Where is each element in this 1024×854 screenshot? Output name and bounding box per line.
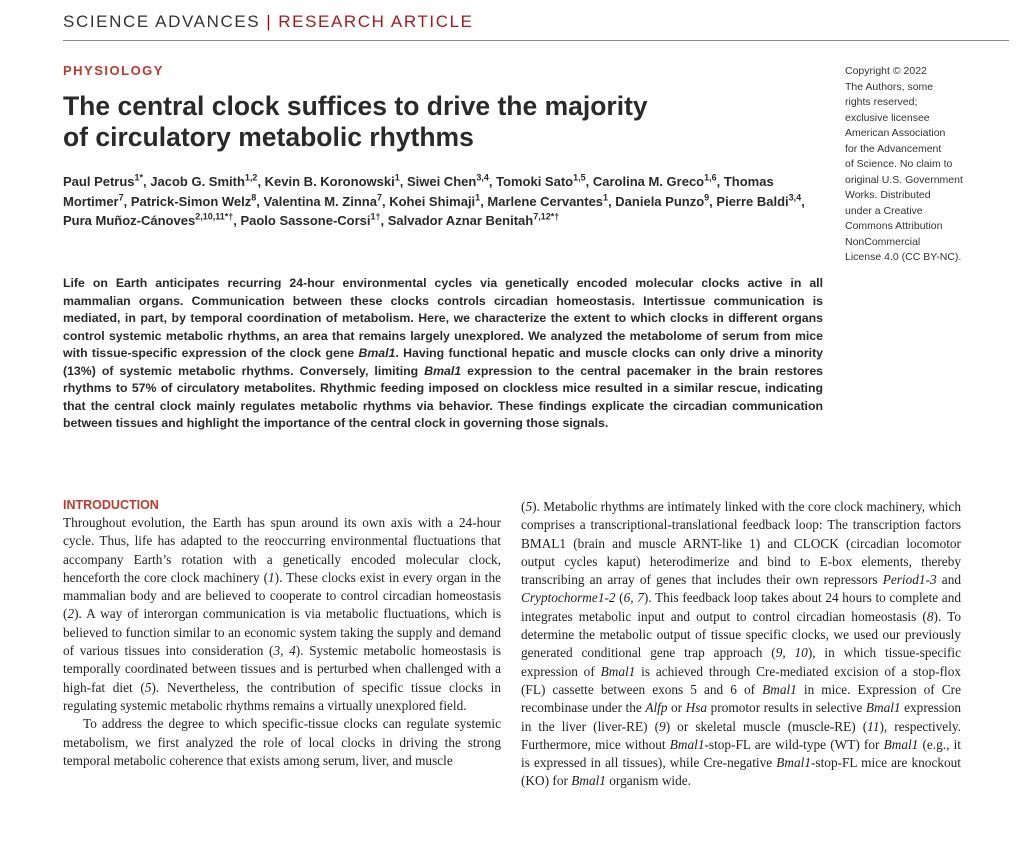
author-name: Thomas Mortimer bbox=[63, 174, 774, 209]
author-name: Salvador Aznar Benitah bbox=[387, 213, 534, 228]
italic-text: 2 bbox=[67, 606, 75, 622]
intro-p2-left bbox=[63, 716, 501, 768]
copyright-line: License 4.0 (CC BY-NC). bbox=[845, 251, 962, 263]
paragraph-text: ). These clocks exist in every organ in the mammalian body and are believed to cooperate to control circadian homeostasis ( bbox=[63, 569, 501, 622]
paragraph-text: ). A way of interorgan communication is via metabolic fluctuations, which is believed to function similar to an economic system taking the supply and demand of various tissues into consideration ( bbox=[63, 606, 501, 659]
paragraph bbox=[521, 498, 961, 791]
italic-text: 1 bbox=[268, 569, 275, 585]
author-name: Paolo Sassone-Corsi bbox=[240, 213, 371, 228]
copyright-line: exclusive licensee bbox=[845, 111, 930, 124]
abstract bbox=[63, 275, 823, 433]
title-line: The central clock suffices to drive the majority bbox=[63, 91, 648, 121]
paragraph-text: ( bbox=[615, 590, 624, 606]
italic-text: Bmal1 bbox=[762, 681, 797, 697]
paragraph-text: in mice. Expression of Cre recombinase under the bbox=[521, 681, 961, 716]
author-separator: , bbox=[256, 193, 264, 209]
author-separator: , bbox=[380, 213, 388, 228]
author-name: Jacob G. Smith bbox=[150, 174, 245, 189]
italic-text: Bmal1 bbox=[571, 773, 606, 789]
author-separator: , bbox=[716, 174, 724, 189]
paragraph-text: To address the degree to which specific-tissue clocks can regulate systemic metabolism, we first analyzed the role of local clocks in driving the strong temporal metabolic coherence that exists among serum, liver, and muscle bbox=[63, 716, 501, 768]
intro-p2-right bbox=[521, 499, 961, 788]
journal-header bbox=[63, 12, 474, 32]
author-name: Kohei Shimaji bbox=[389, 193, 476, 209]
copyright-notice bbox=[845, 64, 975, 266]
paragraph-text: (e.g., it is expressed in all tissues), while Cre-negative bbox=[521, 736, 961, 771]
copyright-line: Copyright © 2022 bbox=[845, 65, 927, 77]
author-name: Siwei Chen bbox=[406, 174, 477, 189]
copyright-line: under a Creative bbox=[845, 204, 923, 217]
italic-text: Period1-3 bbox=[882, 572, 937, 588]
copyright-line: NonCommercial bbox=[845, 235, 921, 248]
author-affiliation: 9 bbox=[704, 192, 710, 203]
author-affiliation: 3,4 bbox=[788, 192, 802, 203]
author-name: Kevin B. Koronowski bbox=[264, 174, 395, 189]
header-separator: | bbox=[266, 12, 273, 31]
author-name: Daniela Punzo bbox=[615, 193, 705, 209]
author-affiliation: 1 bbox=[603, 192, 609, 203]
abstract-text: . Having functional hepatic and muscle clocks can only drive a minority (13%) of systemic metabolic rhythms. Conversely, limiting bbox=[63, 346, 824, 378]
paragraph bbox=[63, 514, 501, 715]
article-type: RESEARCH ARTICLE bbox=[278, 12, 474, 31]
abstract-text: expression to the central pacemaker in the brain restores rhythms to 57% of circulatory metabolites. Rhythmic feeding imposed on clockless mice resulted in a similar rescue, indicating that the central clock mainly regulates metabolic rhythms via behavior. These findings explicate the circadian communication between tissues and highlight the importance of the central clock in governing those signals. bbox=[63, 363, 823, 430]
gene-name: Bmal1 bbox=[424, 363, 462, 378]
copyright-line: Works. Distributed bbox=[845, 189, 931, 201]
author-name: Paul Petrus bbox=[63, 174, 135, 189]
copyright-line: original U.S. Government bbox=[845, 173, 963, 186]
author-affiliation: 1 bbox=[394, 172, 400, 183]
author-separator: , bbox=[143, 174, 151, 189]
author-affiliation: 1,2 bbox=[244, 172, 258, 183]
italic-text: Bmal1 bbox=[776, 755, 811, 771]
author-separator: , bbox=[381, 193, 390, 209]
title-line: of circulatory metabolic rhythms bbox=[63, 122, 474, 152]
author-affiliation: 7,12*† bbox=[533, 211, 560, 222]
italic-text: Bmal1 bbox=[600, 663, 636, 679]
italic-text: Cryptochorme1-2 bbox=[521, 590, 616, 606]
article-title bbox=[63, 91, 763, 153]
paragraph bbox=[63, 715, 501, 770]
author-separator: , bbox=[488, 174, 497, 189]
author-affiliation: 1 bbox=[475, 192, 481, 203]
author-affiliation: 1† bbox=[370, 211, 381, 222]
paragraph-text: ( bbox=[521, 499, 526, 514]
paragraph-text: ), respectively. Furthermore, mice without bbox=[521, 718, 961, 752]
section-label: PHYSIOLOGY bbox=[63, 63, 164, 78]
author-affiliation: 1* bbox=[134, 172, 144, 183]
paragraph-text: -stop-FL are wild-type (WT) for bbox=[704, 736, 884, 752]
body-column-left bbox=[63, 498, 501, 770]
copyright-line: The Authors, some bbox=[845, 80, 934, 93]
italic-text: 11 bbox=[867, 718, 880, 734]
author-list bbox=[63, 172, 823, 231]
paragraph-text: -stop-FL mice are knockout (KO) for bbox=[521, 755, 962, 789]
italic-text: Alfp bbox=[645, 700, 668, 716]
copyright-line: Commons Attribution bbox=[845, 220, 943, 232]
copyright-line: American Association bbox=[845, 127, 946, 139]
author-affiliation: 7 bbox=[376, 192, 382, 203]
paragraph-text: Throughout evolution, the Earth has spun around its own axis with a 24-hour cycle. Thus, life has adapted to the reoccurring environmental fluctuations that accompany Earth’s rotation with a genetically encoded molecular clock, henceforth the core clock machinery ( bbox=[63, 515, 501, 585]
body-column-right bbox=[521, 498, 961, 791]
copyright-line: rights reserved; bbox=[845, 96, 918, 108]
italic-text: 8 bbox=[926, 608, 934, 624]
paragraph-text: ), in which tissue-specific expression of bbox=[521, 645, 962, 679]
author-separator: , bbox=[123, 193, 131, 209]
author-affiliation: 3,4 bbox=[476, 172, 489, 183]
author-separator: , bbox=[801, 193, 805, 209]
author-name: Patrick-Simon Welz bbox=[130, 193, 252, 209]
paragraph-text: ). Metabolic rhythms are intimately linked with the core clock machinery, which comprises a transcriptional-translational feedback loop: The transcription factors BMAL1 (brain and muscle ARNT-like 1) and CLOCK (circadian locomotor output cycles kaput) heterodimerize and bind to E-box elements, thereby transcribing an array of genes that includes their own repressors bbox=[521, 499, 961, 588]
author-name: Carolina M. Greco bbox=[592, 174, 705, 189]
author-separator: , bbox=[585, 174, 593, 189]
copyright-line: for the Advancement bbox=[845, 142, 942, 155]
paragraph-text: ). Nevertheless, the contribution of specific tissue clocks in regulating systemic metabolic rhythms remains a virtually unexplored field. bbox=[63, 679, 502, 713]
paragraph-text: ). Systemic metabolic homeostasis is temporally coordinated between tissues and is perturbed when challenged with a high-fat diet ( bbox=[63, 643, 501, 695]
italic-text: Bmal1 bbox=[865, 700, 901, 716]
italic-text: 3, 4 bbox=[273, 643, 296, 659]
paragraph-text: promotor results in selective bbox=[707, 700, 866, 716]
section-heading-introduction: INTRODUCTION bbox=[63, 498, 159, 512]
header-rule bbox=[63, 40, 1009, 41]
gene-name: Bmal1 bbox=[358, 346, 396, 360]
author-separator: , bbox=[480, 193, 488, 209]
journal-name: SCIENCE ADVANCES bbox=[63, 12, 261, 31]
author-affiliation: 1,5 bbox=[573, 172, 586, 183]
author-affiliation: 8 bbox=[251, 192, 257, 203]
paragraph-text bbox=[63, 515, 501, 713]
abstract-text: Life on Earth anticipates recurring 24-hour environmental cycles via genetically encoded molecular clocks active in all mammalian organs. Communication between these clocks controls circadian homeostasis. Intertissue communication is mediated, in part, by temporal coordination of metabolism. Here, we characterize the extent to which clocks in different organs control systemic metabolic rhythms, an area that remains largely unexplored. We analyzed the metabolome of serum from mice with tissue-specific expression of the clock gene bbox=[63, 276, 823, 360]
intro-p1 bbox=[63, 515, 501, 713]
paragraph-text: or bbox=[667, 700, 686, 716]
author-name: Tomoki Sato bbox=[496, 174, 574, 189]
paragraph-text: expression in the liver (liver-RE) ( bbox=[521, 700, 961, 734]
paragraph-text: and bbox=[936, 572, 961, 588]
author-name: Valentina M. Zinna bbox=[263, 193, 377, 209]
copyright-line: of Science. No claim to bbox=[845, 158, 953, 170]
italic-text: 9 bbox=[659, 718, 666, 734]
italic-text: 5 bbox=[144, 679, 152, 695]
italic-text: Hsa bbox=[685, 700, 708, 716]
paragraph-text: ). To determine the metabolic output of tissue specific clocks, we used our previously generated conditional gene trap approach ( bbox=[521, 608, 961, 661]
author-separator: , bbox=[233, 213, 241, 228]
italic-text: Bmal1 bbox=[883, 736, 919, 752]
italic-text: Bmal1 bbox=[669, 736, 705, 752]
italic-text: 6, 7 bbox=[623, 590, 644, 606]
author-name: Marlene Cervantes bbox=[487, 193, 604, 209]
italic-text: 5 bbox=[525, 499, 533, 514]
paragraph-text: ) or skeletal muscle (muscle-RE) ( bbox=[665, 718, 868, 734]
author-separator: , bbox=[399, 174, 407, 189]
author-name: Pura Muñoz-Cánoves bbox=[63, 213, 196, 228]
author-affiliation: 7 bbox=[118, 192, 124, 203]
author-separator: , bbox=[608, 193, 616, 209]
author-separator: , bbox=[257, 174, 265, 189]
paragraph-text: is achieved through Cre-mediated excision of a stop-flox (FL) cassette between exons 5 and 6 of bbox=[521, 663, 961, 697]
paragraph-text: organism wide. bbox=[605, 773, 692, 789]
author-affiliation: 1,6 bbox=[704, 172, 717, 183]
paragraph-text: ). This feedback loop takes about 24 hours to complete and integrates metabolic input and output to control circadian homeostasis ( bbox=[521, 590, 961, 624]
italic-text: 9, 10 bbox=[775, 645, 808, 661]
author-name: Pierre Baldi bbox=[716, 193, 789, 209]
author-affiliation: 2,10,11*† bbox=[195, 211, 234, 222]
author-separator: , bbox=[709, 193, 717, 209]
